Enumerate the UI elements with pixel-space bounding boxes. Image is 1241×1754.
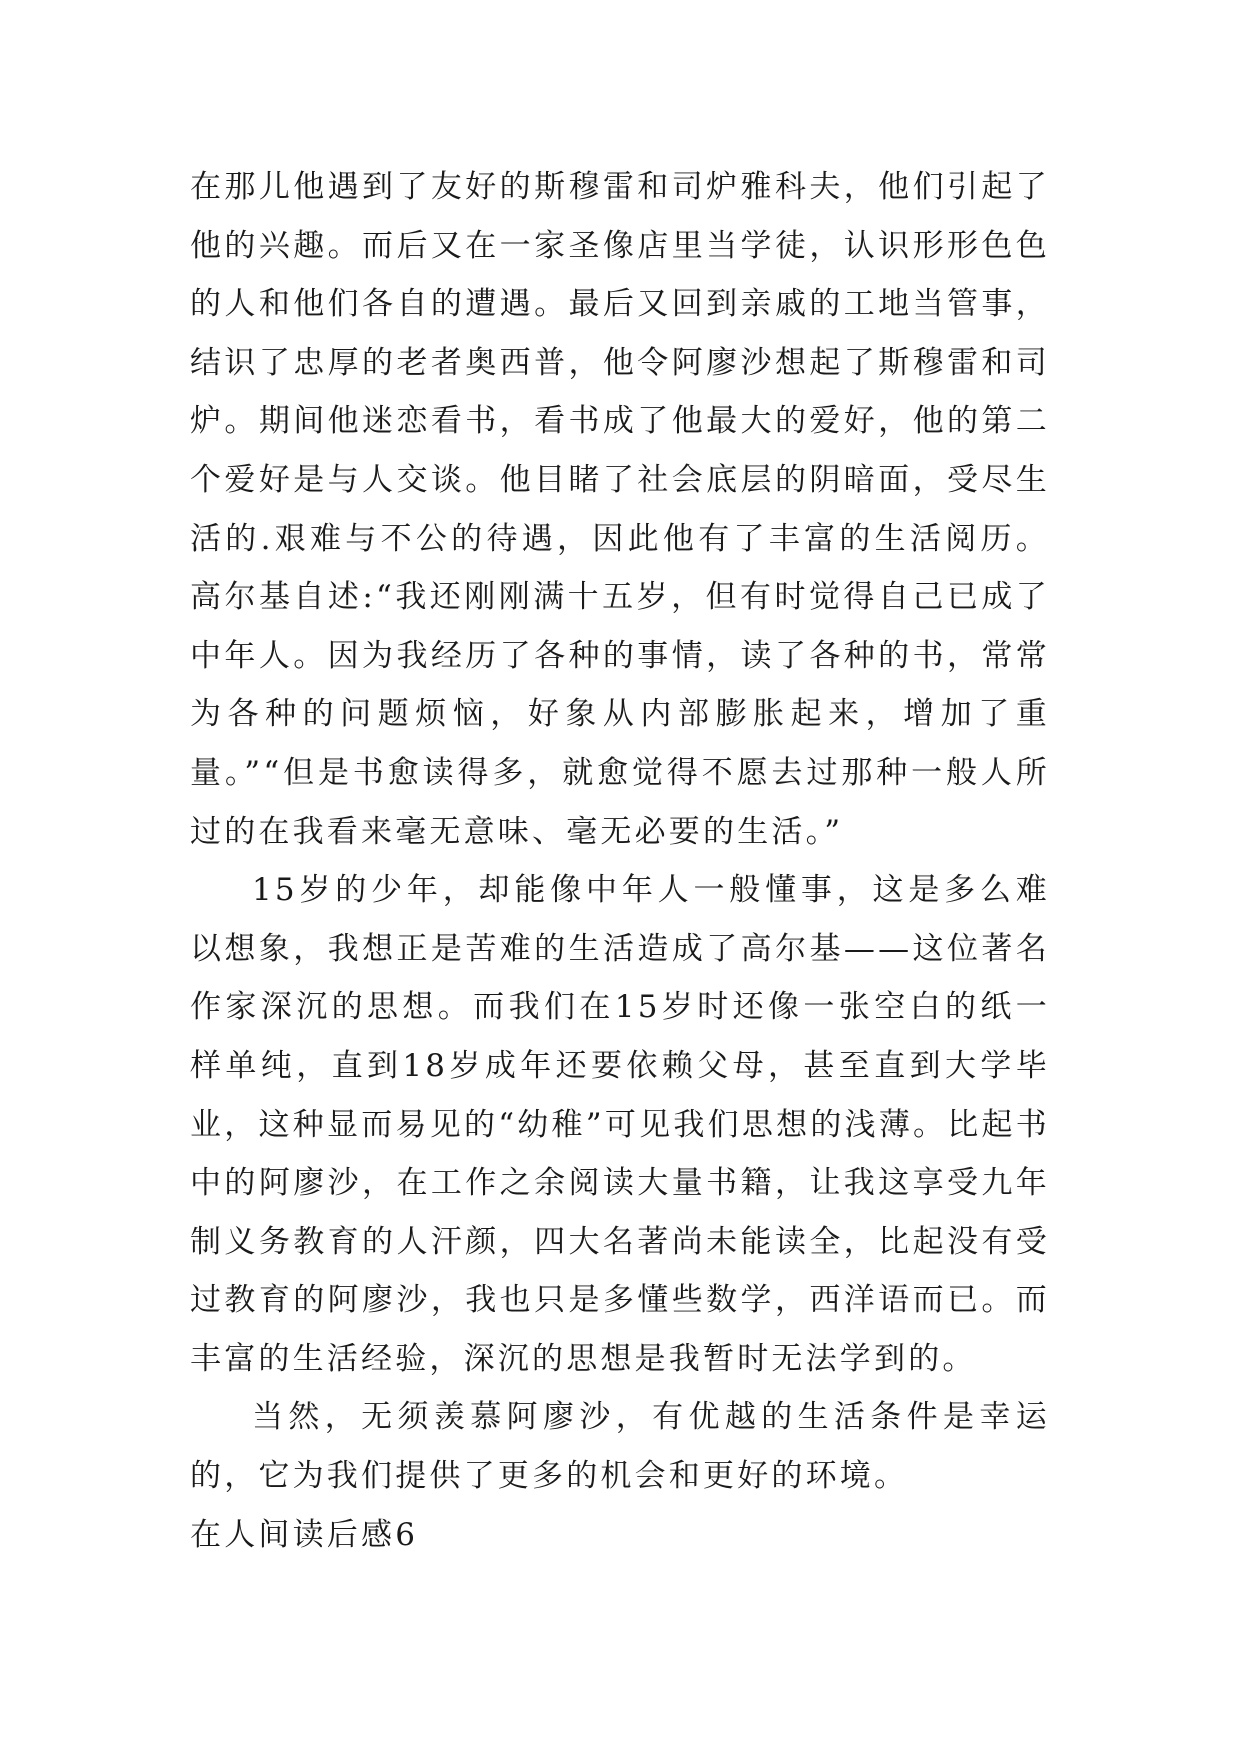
document-body (190, 158, 1050, 1564)
paragraph-continuation: 在那儿他遇到了友好的斯穆雷和司炉雅科夫，他们引起了他的兴趣。而后又在一家圣像店里当学徒，认识形形色色的人和他们各自的遭遇。最后又回到亲戚的工地当管事，结识了忠厚的老者奥西普，他令阿廖沙想起了斯穆雷和司炉。期间他迷恋看书，看书成了他最大的爱好，他的第二个爱好是与人交谈。他目睹了社会底层的阴暗面，受尽生活的.艰难与不公的待遇，因此他有了丰富的生活阅历。高尔基自述:“我还刚刚满十五岁，但有时觉得自己已成了中年人。因为我经历了各种的事情，读了各种的书，常常为各种的问题烦恼，好象从内部膨胀起来，增加了重量。”“但是书愈读得多，就愈觉得不愿去过那种一般人所过的在我看来毫无意味、毫无必要的生活。” (190, 169, 1050, 850)
paragraph-reflection: 15岁的少年，却能像中年人一般懂事，这是多么难以想象，我想正是苦难的生活造成了高尔基——这位著名作家深沉的思想。而我们在15岁时还像一张空白的纸一样单纯，直到18岁成年还要依赖父母，甚至直到大学毕业，这种显而易见的“幼稚”可见我们思想的浅薄。比起书中的阿廖沙，在工作之余阅读大量书籍，让我这享受九年制义务教育的人汗颜，四大名著尚未能读全，比起没有受过教育的阿廖沙，我也只是多懂些数学，西洋语而已。而丰富的生活经验，深沉的思想是我暂时无法学到的。 (190, 872, 1050, 1377)
section-heading: 在人间读后感6 (190, 1516, 419, 1553)
paragraph-conclusion: 当然，无须羡慕阿廖沙，有优越的生活条件是幸运的，它为我们提供了更多的机会和更好的环境。 (190, 1399, 1050, 1495)
